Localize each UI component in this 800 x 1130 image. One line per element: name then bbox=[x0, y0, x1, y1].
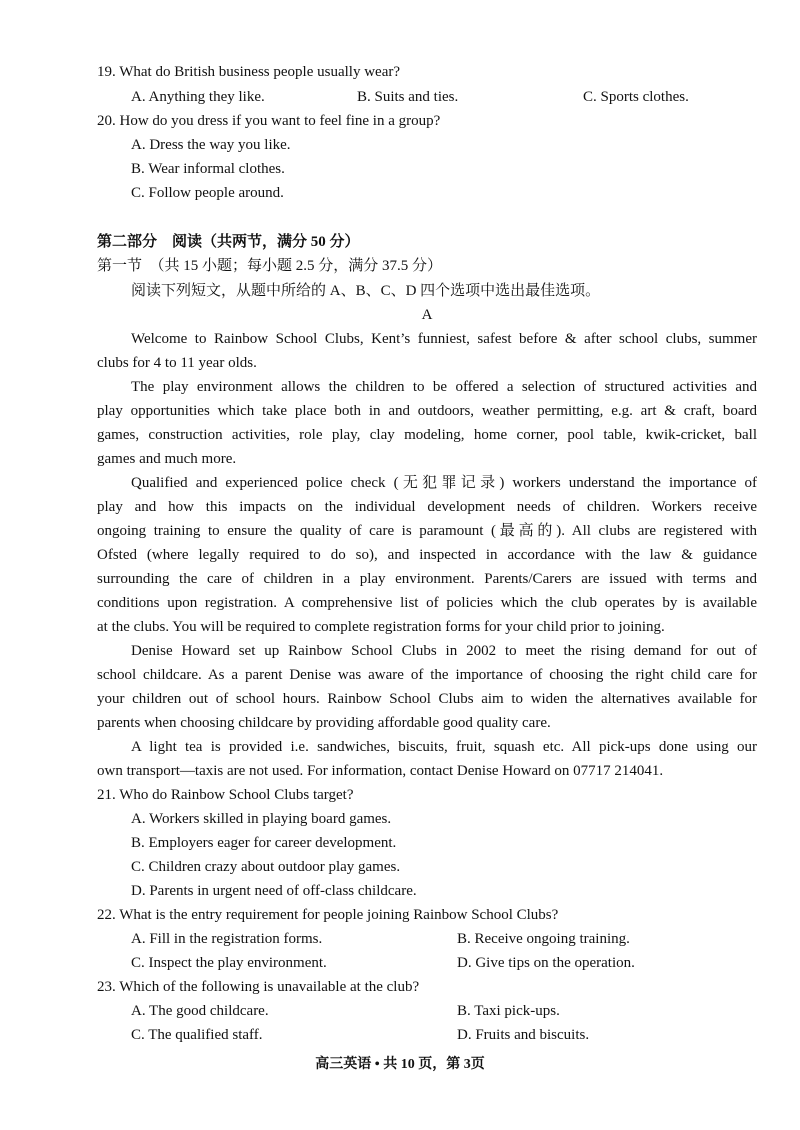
section-part-heading: 第二部分 阅读（共两节，满分 50 分） bbox=[97, 234, 360, 250]
q21-option-d: D. Parents in urgent need of off-class childcare. bbox=[131, 883, 417, 899]
q20-option-a: A. Dress the way you like. bbox=[131, 137, 291, 153]
q22-option-a: A. Fill in the registration forms. bbox=[131, 931, 323, 947]
passage-line: Ofsted (where legally required to do so), and inspected in accordance with the law & guidance bbox=[97, 547, 757, 563]
q19-stem: 19. What do British business people usually wear? bbox=[97, 64, 401, 80]
passage-line: parents when choosing childcare by providing affordable good quality care. bbox=[97, 715, 551, 731]
section-sub-heading: 第一节 （共 15 小题；每小题 2.5 分，满分 37.5 分） bbox=[97, 258, 443, 274]
passage-line: clubs for 4 to 11 year olds. bbox=[97, 355, 257, 371]
q22-option-d: D. Give tips on the operation. bbox=[457, 955, 635, 971]
q22-stem: 22. What is the entry requirement for people joining Rainbow School Clubs? bbox=[97, 907, 559, 923]
passage-label: A bbox=[421, 307, 433, 323]
passage-line: The play environment allows the children to be offered a selection of structured activities and bbox=[131, 379, 757, 395]
page-footer: 高三英语 • 共 10 页，第 3页 bbox=[315, 1057, 485, 1072]
q21-option-a: A. Workers skilled in playing board games. bbox=[131, 811, 392, 827]
q23-option-b: B. Taxi pick-ups. bbox=[457, 1003, 560, 1019]
passage-line: your children out of school hours. Rainbow School Clubs aim to widen the alternatives available for bbox=[97, 691, 757, 707]
q21-stem: 21. Who do Rainbow School Clubs target? bbox=[97, 787, 354, 803]
q20-stem: 20. How do you dress if you want to feel fine in a group? bbox=[97, 113, 441, 129]
passage-line: play opportunities which take place both in and outdoors, weather permitting, e.g. art & craft, board bbox=[97, 403, 757, 419]
passage-line: games and much more. bbox=[97, 451, 237, 467]
passage-line: Qualified and experienced police check (无犯罪记录) workers understand the importance of bbox=[131, 475, 757, 491]
passage-line: conditions upon registration. A comprehensive list of policies which the club operates by is available bbox=[97, 595, 757, 611]
passage-line: Denise Howard set up Rainbow School Clubs in 2002 to meet the rising demand for out of bbox=[131, 643, 757, 659]
q23-stem: 23. Which of the following is unavailable at the club? bbox=[97, 979, 420, 995]
q21-option-b: B. Employers eager for career development. bbox=[131, 835, 397, 851]
q23-option-a: A. The good childcare. bbox=[131, 1003, 269, 1019]
q19-option-c: C. Sports clothes. bbox=[583, 89, 689, 105]
q22-option-b: B. Receive ongoing training. bbox=[457, 931, 630, 947]
q21-option-c: C. Children crazy about outdoor play games. bbox=[131, 859, 401, 875]
passage-line: Welcome to Rainbow School Clubs, Kent’s funniest, safest before & after school clubs, summer bbox=[131, 331, 757, 347]
passage-line: own transport—taxis are not used. For information, contact Denise Howard on 07717 214041. bbox=[97, 763, 664, 779]
q20-option-c: C. Follow people around. bbox=[131, 185, 284, 201]
q19-option-a: A. Anything they like. bbox=[131, 89, 265, 105]
q20-option-b: B. Wear informal clothes. bbox=[131, 161, 285, 177]
q23-option-d: D. Fruits and biscuits. bbox=[457, 1027, 590, 1043]
passage-line: at the clubs. You will be required to complete registration forms for your child prior to joining. bbox=[97, 619, 665, 635]
passage-line: surrounding the care of children in a play environment. Parents/Carers are issued with terms and bbox=[97, 571, 757, 587]
q19-option-b: B. Suits and ties. bbox=[357, 89, 459, 105]
passage-line: school childcare. As a parent Denise was aware of the importance of choosing the right child care for bbox=[97, 667, 757, 683]
q22-option-c: C. Inspect the play environment. bbox=[131, 955, 327, 971]
passage-line: ongoing training to ensure the quality of care is paramount (最高的). All clubs are registered with bbox=[97, 523, 757, 539]
q23-option-c: C. The qualified staff. bbox=[131, 1027, 263, 1043]
passage-line: A light tea is provided i.e. sandwiches, biscuits, fruit, squash etc. All pick-ups done using our bbox=[131, 739, 757, 755]
passage-line: play and how this impacts on the individual development needs of children. Workers receive bbox=[97, 499, 757, 515]
section-instruction: 阅读下列短文，从题中所给的 A、B、C、D 四个选项中选出最佳选项。 bbox=[131, 283, 601, 299]
passage-line: games, construction activities, role play, clay modeling, home corner, pool table, kwik-cricket, ball bbox=[97, 427, 757, 443]
